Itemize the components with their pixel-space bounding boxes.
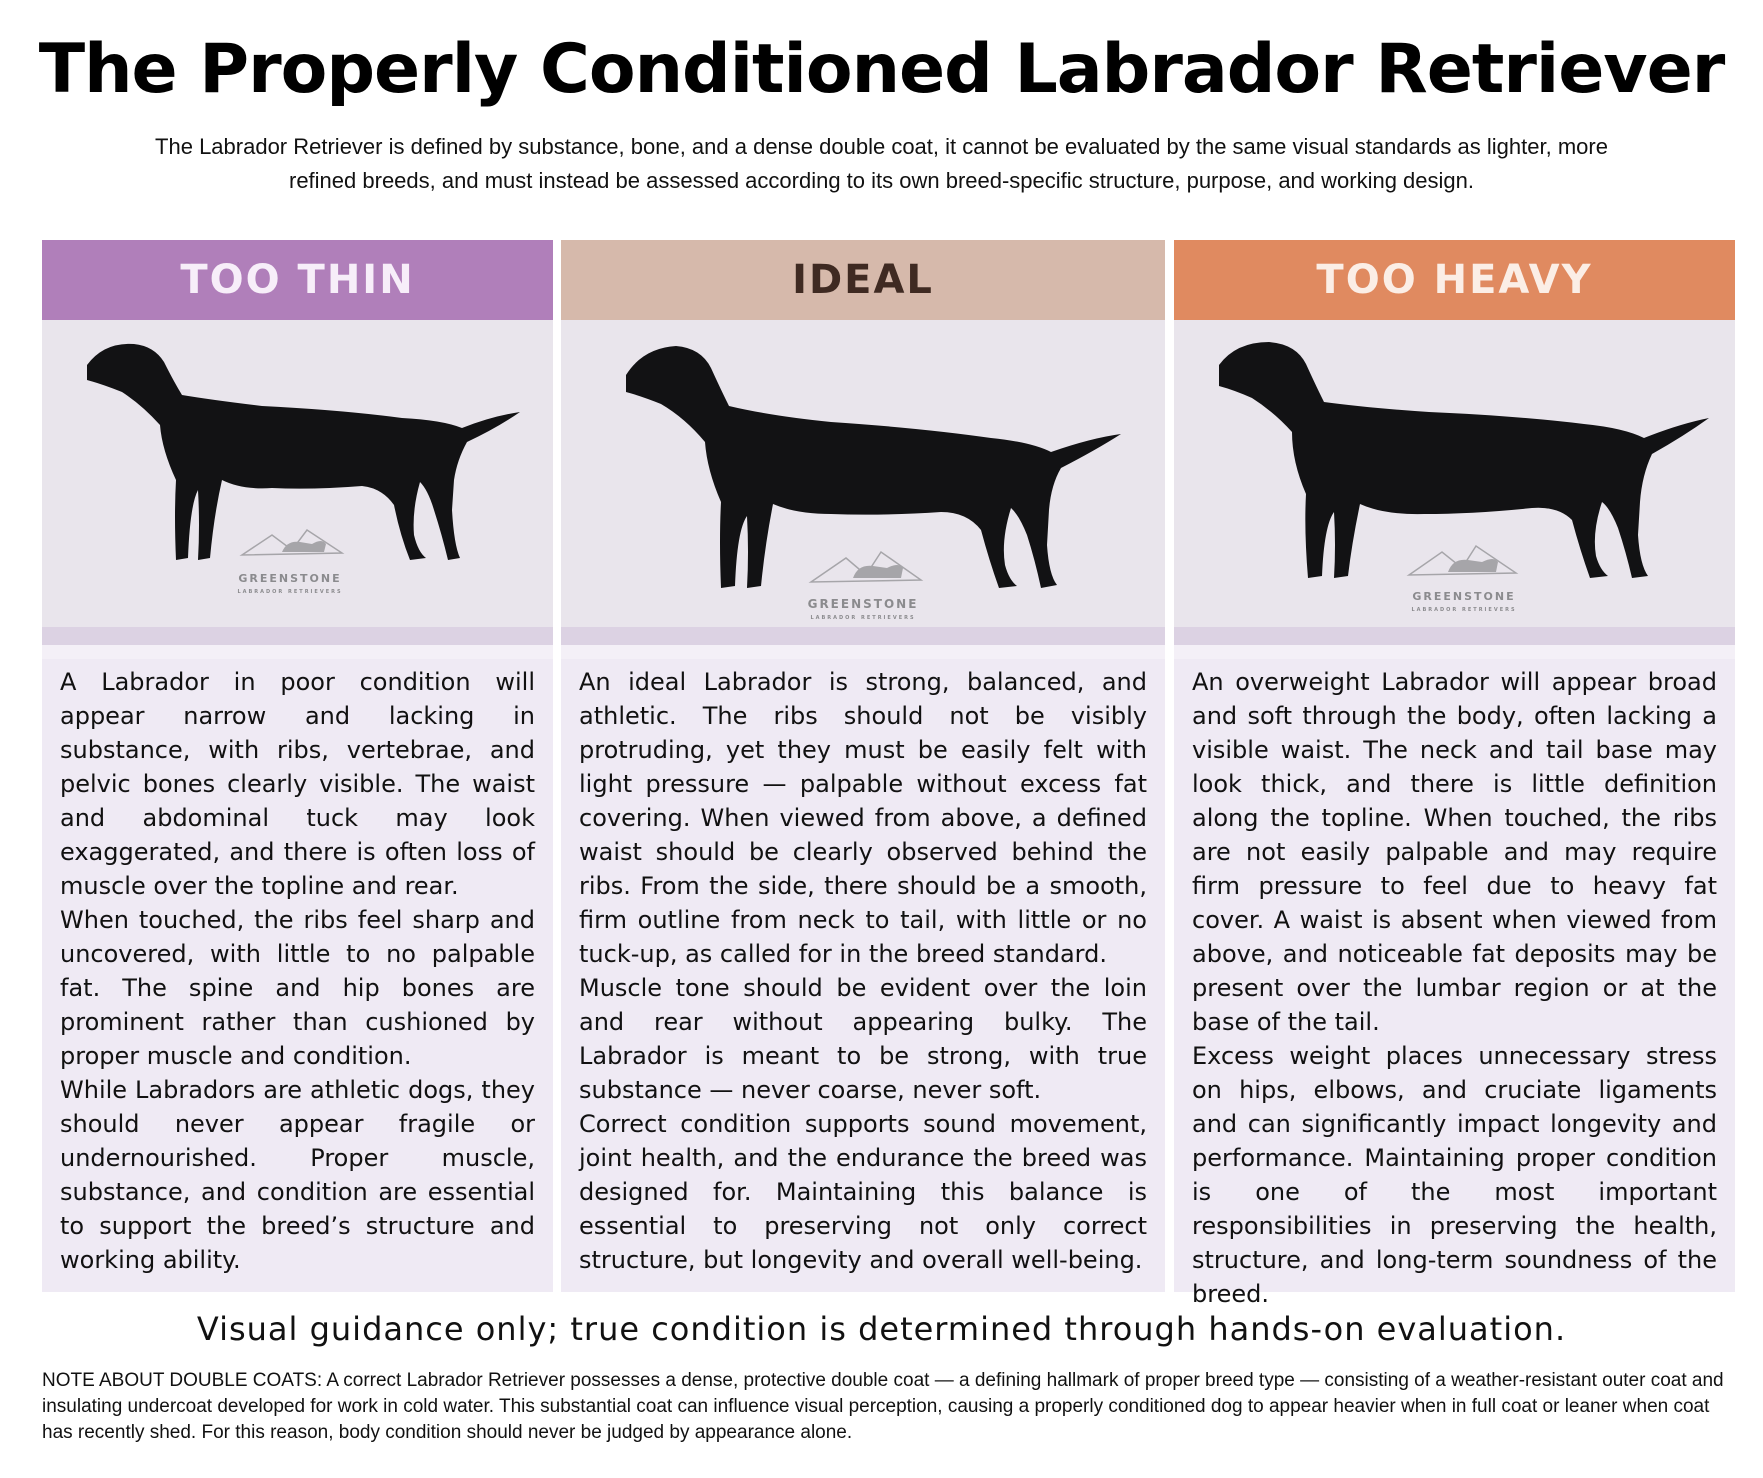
dog-photo-too-thin: [42, 320, 553, 645]
labrador-thin-silhouette: [42, 320, 553, 645]
watermark-tagline: LABRADOR RETRIEVERS: [1411, 607, 1517, 613]
panel-header-too-thin: TOO THIN: [42, 240, 553, 320]
panel-too-thin: [42, 240, 553, 1292]
watermark-brand: GREENSTONE: [807, 597, 919, 611]
paragraph: A Labrador in poor condition will appear narrow and lacking in substance, with ribs, vertebrae, and pelvic bones clearly visible. The waist and abdominal tuck may look exaggerated, and there is often loss of muscle over the topline and rear.: [60, 668, 535, 900]
labrador-ideal-silhouette: [561, 320, 1165, 645]
dog-photo-ideal: [561, 320, 1165, 645]
guidance-note: Visual guidance only; true condition is determined through hands-on evaluation.: [196, 1310, 1567, 1348]
panel-ideal: [561, 240, 1165, 1292]
paragraph: Correct condition supports sound movement, joint health, and the endurance the breed was designed for. Maintaining this balance is essential to preserving not only correct structure, but longevity and overall well-being.: [579, 1110, 1147, 1274]
watermark-tagline: LABRADOR RETRIEVERS: [237, 589, 343, 595]
double-coat-note: NOTE ABOUT DOUBLE COATS: A correct Labrador Retriever possesses a dense, protective double coat — a defining hallmark of proper breed type — consisting of a weather-resistant outer coat and insulating undercoat developed for work in cold water. This substantial coat can influence visual perception, causing a properly conditioned dog to appear heavier when in full coat or leaner when coat has recently shed. For this reason, body condition should never be judged by appearance alone.: [42, 1370, 1724, 1443]
panel-too-heavy: [1174, 240, 1735, 1308]
paragraph: An overweight Labrador will appear broad and soft through the body, often lacking a visible waist. The neck and tail base may look thick, and there is little definition along the topline. When touched, the ribs are not easily palpable and may require firm pressure to feel due to heavy fat cover. A waist is absent when viewed from above, and noticeable fat deposits may be present over the lumbar region or at the base of the tail.: [1192, 668, 1717, 1036]
paragraph: Excess weight places unnecessary stress on hips, elbows, and cruciate ligaments and can significantly impact longevity and performance. Maintaining proper condition is one of the most important responsibilities in preserving the health, structure, and long-term soundness of the breed.: [1192, 1042, 1717, 1308]
panel-header-ideal: IDEAL: [561, 240, 1165, 320]
paragraph: When touched, the ribs feel sharp and uncovered, with little to no palpable fat. The spine and hip bones are prominent rather than cushioned by proper muscle and condition.: [60, 906, 535, 1070]
panel-text-too-heavy: [1174, 659, 1735, 1311]
paragraph: Muscle tone should be evident over the loin and rear without appearing bulky. The Labrador is meant to be strong, with true substance — never coarse, never soft.: [579, 974, 1147, 1104]
page-subtitle: The Labrador Retriever is defined by substance, bone, and a dense double coat, it cannot be evaluated by the same visual standards as lighter, more refined breeds, and must instead be assessed according to its own breed-specific structure, purpose, and working design.: [155, 134, 1608, 193]
watermark-tagline: LABRADOR RETRIEVERS: [810, 615, 916, 621]
page-title: The Properly Conditioned Labrador Retriever: [38, 30, 1725, 109]
paragraph: While Labradors are athletic dogs, they should never appear fragile or undernourished. Proper muscle, substance, and condition are essential to support the breed’s structure and working ability.: [60, 1076, 535, 1274]
dog-photo-too-heavy: [1174, 320, 1735, 645]
paragraph: An ideal Labrador is strong, balanced, and athletic. The ribs should not be visibly protruding, yet they must be easily felt with light pressure — palpable without excess fat covering. When viewed from above, a defined waist should be clearly observed behind the ribs. From the side, there should be a smooth, firm outline from neck to tail, with little or no tuck-up, as called for in the breed standard.: [579, 668, 1147, 968]
labrador-heavy-silhouette: [1174, 320, 1735, 645]
watermark-brand: GREENSTONE: [1412, 590, 1516, 603]
watermark-brand: GREENSTONE: [238, 572, 342, 585]
panel-text-ideal: [561, 659, 1165, 1277]
panel-text-too-thin: [42, 659, 553, 1277]
panel-header-too-heavy: TOO HEAVY: [1174, 240, 1735, 320]
